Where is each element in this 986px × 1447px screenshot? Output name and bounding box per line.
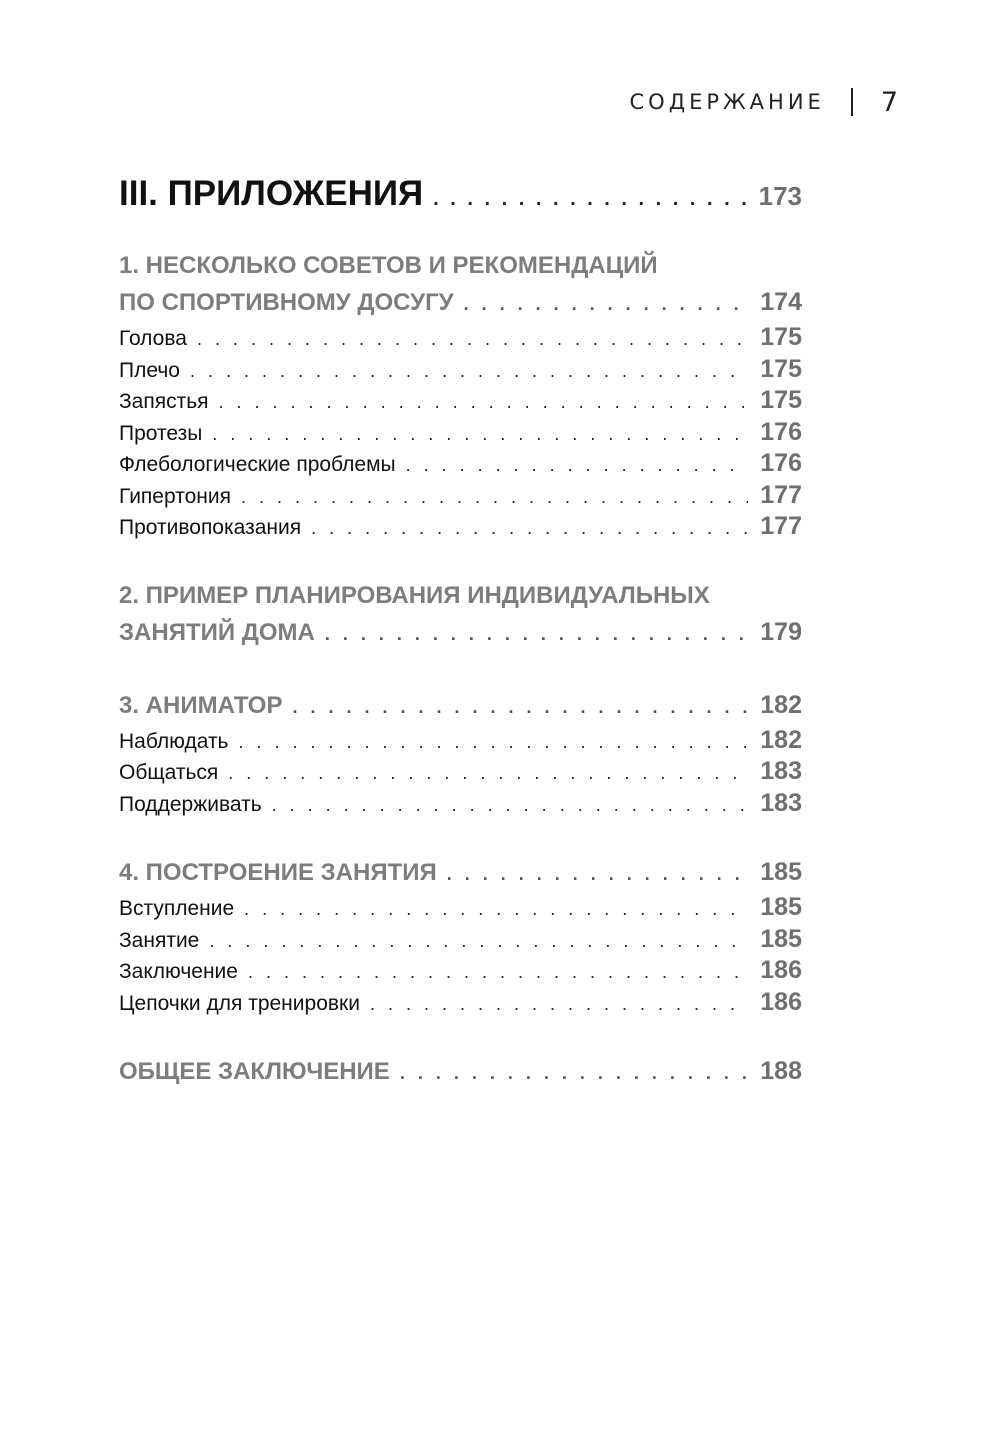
section-title-line1: 1. НЕСКОЛЬКО СОВЕТОВ И РЕКОМЕНДАЦИЙ (119, 252, 658, 279)
dot-leader (228, 758, 748, 788)
spacer (119, 543, 802, 578)
spacer (119, 652, 802, 687)
dot-leader (433, 173, 746, 220)
dot-leader (239, 727, 749, 757)
section-page: 174 (760, 288, 802, 316)
toc-item[interactable] (119, 354, 802, 386)
toc-item[interactable] (119, 987, 802, 1019)
item-label: Наблюдать (119, 729, 229, 753)
section-page: 179 (760, 617, 802, 646)
item-page: 183 (760, 788, 802, 817)
item-label: Протезы (119, 421, 203, 445)
dot-leader (447, 856, 749, 892)
dot-leader (464, 286, 749, 322)
item-page: 176 (760, 449, 802, 477)
toc-section-4 (119, 854, 802, 1018)
toc-section-entry[interactable] (119, 614, 802, 652)
toc-item[interactable] (119, 385, 802, 417)
item-label: Голова (119, 327, 187, 350)
item-page: 183 (760, 757, 802, 785)
item-label: Общаться (119, 761, 219, 784)
dot-leader (241, 482, 748, 512)
toc-part-entry[interactable] (119, 168, 802, 220)
section-page: 182 (760, 690, 802, 719)
running-header-title: СОДЕРЖАНИЕ (629, 90, 825, 114)
part-page: 173 (758, 181, 802, 211)
item-page: 177 (760, 512, 802, 540)
spacer (119, 819, 802, 854)
dot-leader (212, 419, 748, 449)
item-label: Флебологические проблемы (119, 453, 396, 476)
section-title: ЗАНЯТИЙ ДОМА (119, 618, 315, 646)
item-page: 177 (760, 480, 802, 509)
toc-section-2 (119, 578, 802, 652)
dot-leader (248, 957, 748, 987)
item-page: 182 (760, 725, 802, 754)
item-page: 186 (760, 956, 802, 984)
dot-leader (197, 324, 748, 354)
item-page: 175 (760, 323, 802, 351)
section-page: 188 (760, 1057, 802, 1085)
dot-leader (244, 894, 748, 924)
toc-item[interactable] (119, 892, 802, 924)
header-separator (851, 88, 853, 116)
dot-leader (209, 926, 748, 956)
item-label: Противопоказания (119, 516, 302, 539)
item-page: 186 (760, 987, 802, 1016)
page-number: 7 (880, 86, 898, 118)
dot-leader (311, 513, 748, 543)
section-title: 3. АНИМАТОР (119, 691, 283, 719)
spacer (119, 1018, 802, 1053)
dot-leader (272, 790, 749, 820)
dot-leader (292, 689, 748, 725)
toc-item[interactable] (119, 511, 802, 543)
item-page: 185 (760, 893, 802, 921)
section-title: 4. ПОСТРОЕНИЕ ЗАНЯТИЯ (119, 859, 437, 886)
toc-item[interactable] (119, 955, 802, 987)
running-header (630, 82, 898, 122)
item-page: 175 (760, 386, 802, 414)
table-of-contents (119, 168, 802, 1091)
toc-item[interactable] (119, 322, 802, 354)
dot-leader (400, 1055, 748, 1091)
section-title: ПО СПОРТИВНОМУ ДОСУГУ (119, 289, 454, 316)
dot-leader (190, 356, 748, 386)
section-title-line1: 2. ПРИМЕР ПЛАНИРОВАНИЯ ИНДИВИДУАЛЬНЫХ (119, 581, 710, 609)
item-page: 185 (760, 924, 802, 953)
toc-section-1 (119, 248, 802, 543)
toc-item[interactable] (119, 480, 802, 512)
item-label: Занятие (119, 928, 200, 952)
toc-section-entry[interactable] (119, 284, 802, 322)
section-page: 185 (760, 858, 802, 886)
toc-section-conclusion (119, 1053, 802, 1091)
item-label: Запястья (119, 390, 209, 413)
toc-section-entry[interactable] (119, 854, 802, 892)
item-label: Плечо (119, 358, 180, 382)
toc-item[interactable] (119, 756, 802, 788)
toc-item[interactable] (119, 924, 802, 956)
item-label: Вступление (119, 897, 235, 920)
dot-leader (406, 450, 749, 480)
section-title: ОБЩЕЕ ЗАКЛЮЧЕНИЕ (119, 1058, 390, 1085)
item-label: Поддерживать (119, 792, 262, 816)
toc-section-entry[interactable] (119, 1053, 802, 1091)
item-label: Заключение (119, 960, 238, 983)
part-title: III. ПРИЛОЖЕНИЯ (119, 174, 424, 213)
item-page: 175 (760, 354, 802, 383)
dot-leader (370, 989, 748, 1019)
dot-leader (219, 387, 749, 417)
toc-item[interactable] (119, 448, 802, 480)
toc-item[interactable] (119, 725, 802, 757)
item-label: Цепочки для тренировки (119, 991, 360, 1015)
toc-section-3 (119, 687, 802, 820)
toc-item[interactable] (119, 417, 802, 449)
toc-section-entry[interactable] (119, 687, 802, 725)
item-label: Гипертония (119, 484, 231, 508)
toc-item[interactable] (119, 788, 802, 820)
item-page: 176 (760, 417, 802, 446)
dot-leader (325, 616, 748, 652)
